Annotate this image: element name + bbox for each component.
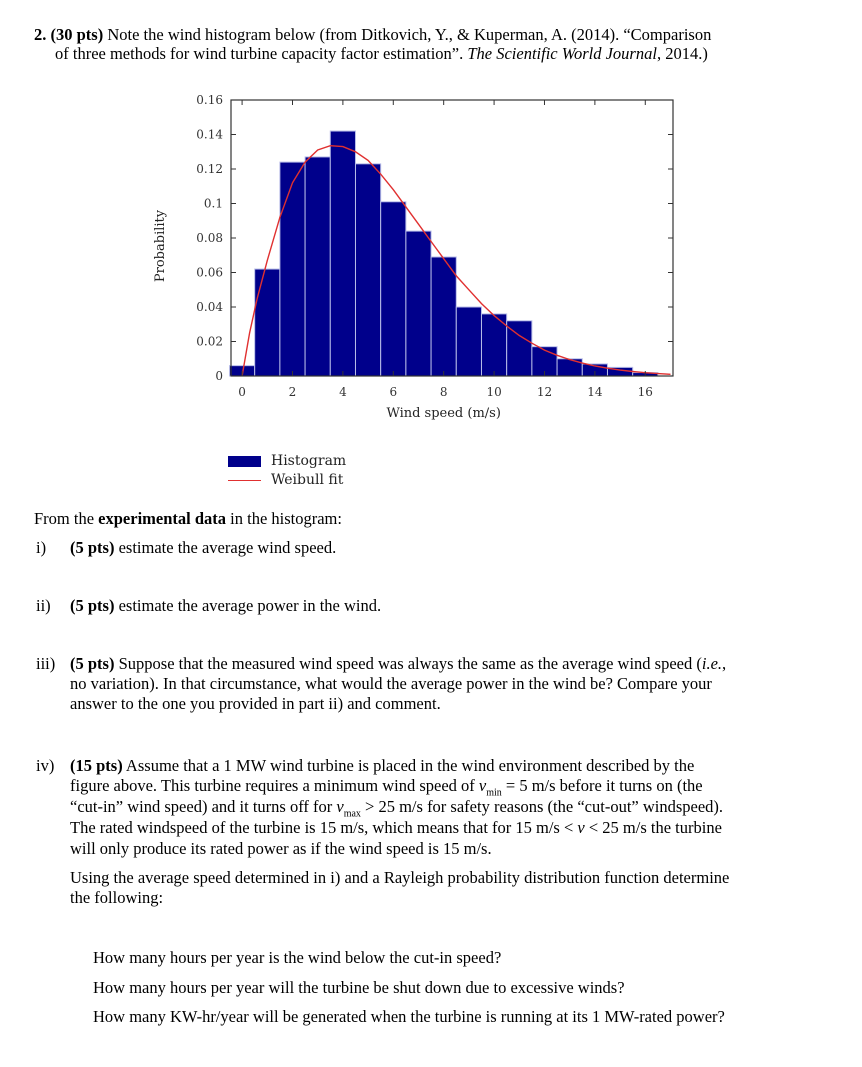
part-i-points: (5 pts)	[70, 538, 115, 557]
legend-label-histogram: Histogram	[271, 453, 347, 469]
y-tick-label: 0.02	[196, 334, 223, 349]
subquestion-1: How many hours per year is the wind below the cut-in speed?	[93, 948, 502, 967]
part-iv-line2-b: = 5 m/s before it turns on (the	[501, 776, 703, 795]
x-tick-label: 6	[389, 385, 398, 399]
citation-year: , 2014.)	[656, 44, 708, 63]
using-text-line2: the following:	[70, 888, 164, 907]
lead-text	[34, 509, 342, 529]
part-ii-label: ii)	[36, 596, 51, 615]
x-tick-label: 10	[486, 385, 502, 399]
part-i-text: estimate the average wind speed.	[114, 538, 337, 557]
citation-title: of three methods for wind turbine capacity factor estimation”.	[55, 44, 468, 63]
y-tick-label: 0.1	[203, 196, 223, 211]
legend-label-weibull: Weibull fit	[271, 472, 344, 488]
x-tick-label: 4	[339, 385, 347, 399]
y-tick-label: 0.08	[196, 231, 223, 245]
y-axis-title: Probability	[153, 209, 168, 283]
part-iv-line4	[70, 818, 722, 838]
histogram-bar	[255, 269, 280, 376]
histogram-bar	[330, 131, 355, 376]
part-iii-ie: i.e.	[701, 654, 723, 673]
part-iii-text-a: Suppose that the measured wind speed was always the same as the average wind speed (	[114, 654, 702, 673]
lead-text-a: From the	[34, 509, 99, 528]
part-iii-points: (5 pts)	[70, 654, 115, 673]
y-tick-label: 0.12	[196, 162, 223, 176]
y-tick-label: 0.16	[196, 93, 223, 107]
part-ii-text: estimate the average power in the wind.	[114, 596, 382, 615]
wind-histogram-chart	[130, 85, 690, 435]
histogram-bar	[305, 157, 330, 376]
part-iv-points: (15 pts)	[70, 756, 123, 775]
y-tick-label: 0	[215, 369, 223, 383]
part-iii-line3: answer to the one you provided in part ii) and comment.	[70, 694, 441, 713]
y-tick-label: 0.04	[196, 300, 223, 314]
legend-item-weibull	[228, 471, 346, 490]
question-header-line2	[55, 44, 708, 64]
subquestion-2: How many hours per year will the turbine be shut down due to excessive winds?	[93, 978, 625, 997]
part-i	[36, 538, 336, 558]
y-tick-label: 0.14	[196, 127, 223, 142]
chart-legend	[228, 452, 346, 490]
part-i-label: i)	[36, 538, 47, 557]
v-min-symbol: v	[478, 776, 487, 795]
question-number: 2.	[34, 25, 47, 44]
part-iii-line2: no variation). In that circumstance, what would the average power in the wind be? Compare your	[70, 674, 712, 693]
question-header-line1	[34, 25, 711, 45]
histogram-bar	[406, 231, 431, 376]
part-iv-text: Assume that a 1 MW wind turbine is placed in the wind environment described by the	[122, 756, 695, 775]
histogram-bar	[381, 202, 406, 376]
v-max-subscript: max	[343, 808, 361, 820]
y-tick-label: 0.06	[196, 265, 223, 280]
x-tick-label: 0	[238, 385, 246, 399]
lead-text-b: in the histogram:	[226, 509, 342, 528]
part-iv-line4-a: The rated windspeed of the turbine is 15 m/s, which means that for 15 m/s <	[70, 818, 578, 837]
x-tick-label: 14	[587, 385, 603, 399]
x-tick-label: 2	[288, 385, 297, 399]
part-iv-line3-b: > 25 m/s for safety reasons (the “cut-out” windspeed).	[360, 797, 724, 816]
part-iii-text-b: ,	[722, 654, 727, 673]
part-iv-label: iv)	[36, 756, 55, 775]
x-tick-label: 12	[536, 385, 553, 399]
question-intro: Note the wind histogram below (from Ditkovich, Y., & Kuperman, A. (2014). “Comparison	[103, 25, 712, 44]
part-ii	[36, 596, 381, 616]
legend-item-histogram	[228, 452, 346, 471]
v-max-symbol: v	[336, 797, 344, 816]
lead-text-bold: experimental data	[98, 509, 227, 528]
histogram-bar	[355, 164, 380, 376]
histogram-bar	[431, 257, 456, 376]
part-iv-line5: will only produce its rated power as if the wind speed is 15 m/s.	[70, 839, 492, 858]
x-axis-title: Wind speed (m/s)	[386, 406, 501, 421]
v-min-subscript: min	[486, 787, 502, 799]
histogram-bar	[456, 307, 481, 376]
part-iii-label: iii)	[36, 654, 56, 673]
part-iv-line3-a: “cut-in” wind speed) and it turns off for	[70, 797, 337, 816]
part-iv-line4-b: < 25 m/s the turbine	[584, 818, 722, 837]
histogram-bar	[280, 162, 305, 376]
weibull-line-swatch-icon	[228, 480, 261, 481]
x-tick-label: 16	[637, 385, 653, 399]
x-tick-label: 8	[439, 385, 448, 399]
histogram-swatch-icon	[228, 456, 261, 467]
citation-journal: The Scientific World Journal	[467, 44, 657, 63]
part-iii-line1	[36, 654, 726, 674]
subquestion-3: How many KW-hr/year will be generated when the turbine is running at its 1 MW-rated power?	[93, 1007, 725, 1026]
v-symbol: v	[577, 818, 585, 837]
part-ii-points: (5 pts)	[70, 596, 115, 615]
using-text-line1: Using the average speed determined in i) and a Rayleigh probability distribution function determine	[70, 868, 730, 887]
question-points: (30 pts)	[50, 25, 104, 44]
part-iv-line1	[36, 756, 694, 776]
part-iv-line2-a: figure above. This turbine requires a minimum wind speed of	[70, 776, 479, 795]
